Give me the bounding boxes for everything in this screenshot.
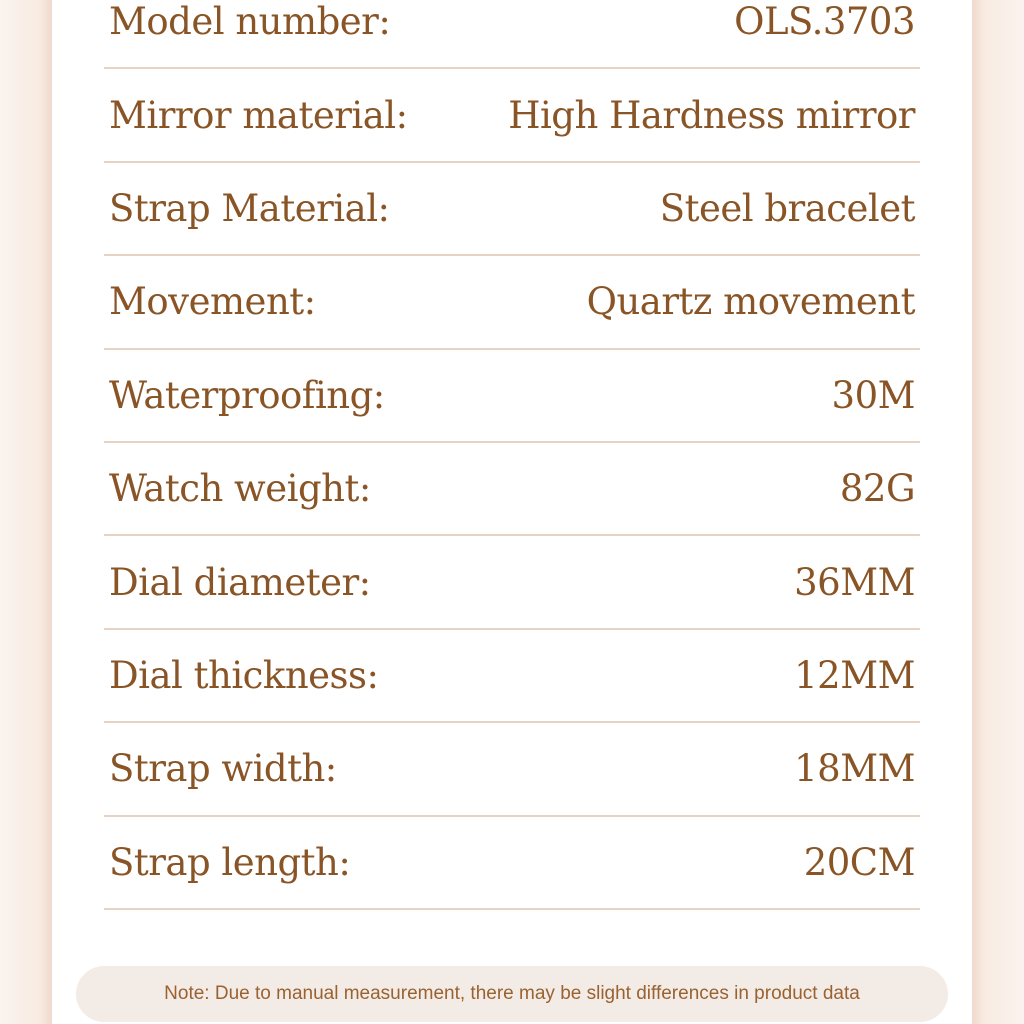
spec-value: Steel bracelet xyxy=(659,186,915,230)
measurement-note: Note: Due to manual measurement, there may be slight differences in product data xyxy=(76,966,948,1022)
spec-label: Movement: xyxy=(109,280,316,324)
spec-row xyxy=(104,69,920,162)
spec-value: 20CM xyxy=(803,840,915,884)
spec-value: OLS.3703 xyxy=(734,0,915,44)
spec-row xyxy=(104,256,920,349)
spec-label: Strap width: xyxy=(109,747,337,791)
spec-label: Dial thickness: xyxy=(109,653,379,697)
spec-row xyxy=(104,536,920,629)
background-edge xyxy=(972,0,1024,1024)
spec-label: Mirror material: xyxy=(109,93,408,137)
spec-label: Dial diameter: xyxy=(109,560,371,604)
spec-value: 30M xyxy=(831,373,915,417)
spec-table xyxy=(104,0,920,910)
spec-row xyxy=(104,443,920,536)
spec-value: 12MM xyxy=(794,653,915,697)
spec-value: 82G xyxy=(839,467,915,511)
spec-card xyxy=(52,0,972,1024)
spec-value: Quartz movement xyxy=(586,280,915,324)
spec-row xyxy=(104,0,920,69)
spec-value: 18MM xyxy=(794,747,915,791)
spec-label: Model number: xyxy=(109,0,391,44)
spec-label: Watch weight: xyxy=(109,467,371,511)
spec-row xyxy=(104,163,920,256)
spec-label: Strap Material: xyxy=(109,186,390,230)
spec-row xyxy=(104,350,920,443)
spec-row xyxy=(104,817,920,910)
spec-label: Strap length: xyxy=(109,840,351,884)
spec-value: High Hardness mirror xyxy=(508,93,915,137)
spec-row xyxy=(104,723,920,816)
spec-row xyxy=(104,630,920,723)
spec-value: 36MM xyxy=(794,560,915,604)
spec-label: Waterproofing: xyxy=(109,373,385,417)
